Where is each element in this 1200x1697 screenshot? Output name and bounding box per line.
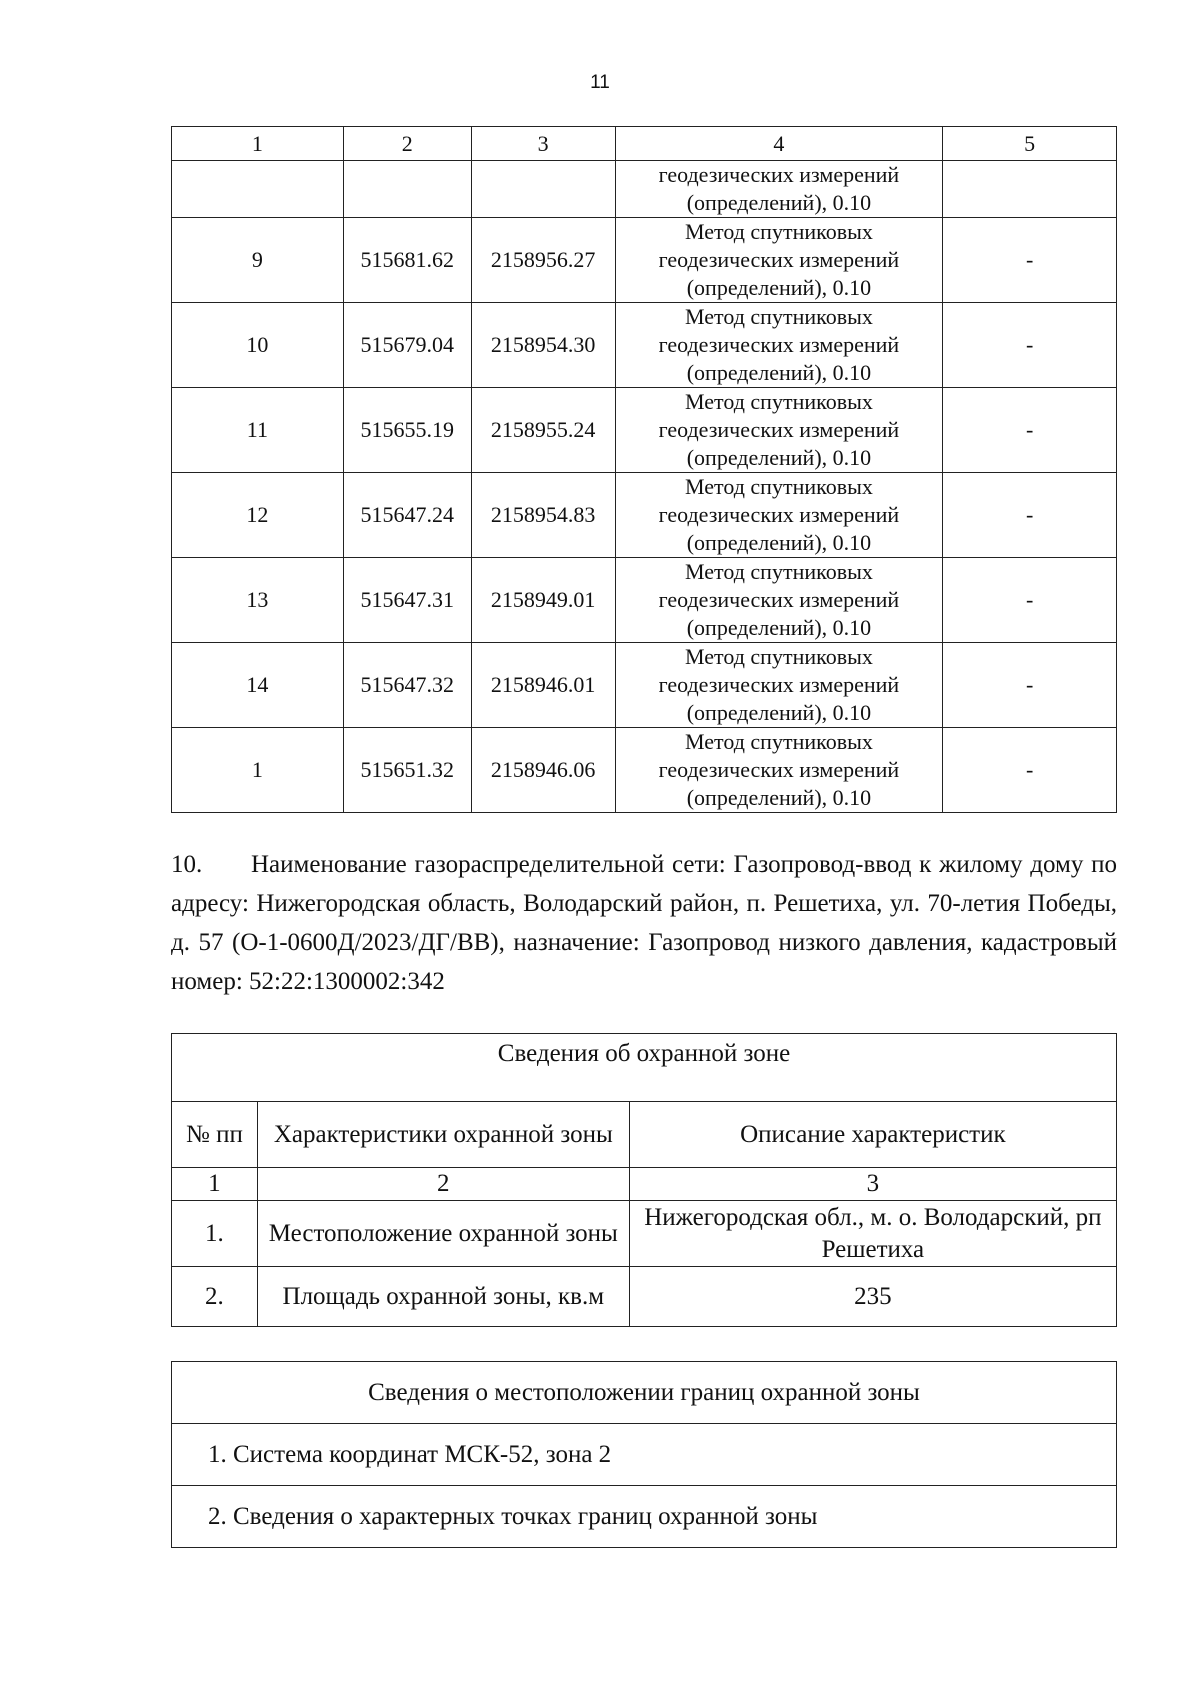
table-row	[172, 473, 1117, 558]
bounds-item: 2. Сведения о характерных точках границ охранной зоны	[172, 1486, 1117, 1548]
row-description: Нижегородская обл., м. о. Володарский, рп Решетиха	[629, 1201, 1116, 1267]
y-coordinate-cell: 2158954.83	[471, 473, 615, 558]
method-line: геодезических измерений	[658, 502, 900, 527]
row-number: 1.	[172, 1201, 258, 1267]
method-cell	[615, 303, 943, 388]
method-line: Метод спутниковых	[685, 474, 873, 499]
y-coordinate-cell: 2158956.27	[471, 218, 615, 303]
method-line: Метод спутниковых	[685, 729, 873, 754]
method-line: Метод спутниковых	[685, 644, 873, 669]
method-line: (определений), 0.10	[686, 785, 872, 810]
method-line: геодезических измерений	[658, 417, 900, 442]
method-line: геодезических измерений	[658, 587, 900, 612]
method-line: Метод спутниковых	[685, 219, 873, 244]
coordinates-table	[171, 126, 1117, 813]
bounds-item: 1. Система координат МСК-52, зона 2	[172, 1424, 1117, 1486]
empty-cell	[471, 161, 615, 218]
x-coordinate-cell: 515679.04	[343, 303, 471, 388]
table-row	[172, 728, 1117, 813]
method-cell	[615, 558, 943, 643]
empty-cell	[943, 161, 1117, 218]
x-coordinate-cell: 515647.32	[343, 643, 471, 728]
method-line: Метод спутниковых	[685, 304, 873, 329]
method-line: геодезических измерений	[658, 757, 900, 782]
method-line: геодезических измерений	[658, 332, 900, 357]
method-cell	[615, 161, 943, 218]
protection-zone-table	[171, 1033, 1117, 1327]
table-row	[172, 388, 1117, 473]
point-number-cell: 14	[172, 643, 344, 728]
method-line: (определений), 0.10	[686, 445, 872, 470]
point-number-cell: 13	[172, 558, 344, 643]
x-coordinate-cell: 515655.19	[343, 388, 471, 473]
x-coordinate-cell: 515647.31	[343, 558, 471, 643]
method-line: (определений), 0.10	[686, 190, 872, 215]
method-line: (определений), 0.10	[686, 275, 872, 300]
table-row	[172, 643, 1117, 728]
extra-cell: -	[943, 728, 1117, 813]
empty-cell	[343, 161, 471, 218]
method-line: (определений), 0.10	[686, 360, 872, 385]
point-number-cell: 10	[172, 303, 344, 388]
table-row	[172, 1267, 1117, 1327]
boundary-location-table	[171, 1361, 1117, 1548]
header-cell: 2	[343, 127, 471, 161]
method-line: Метод спутниковых	[685, 389, 873, 414]
col-number: 2	[257, 1168, 629, 1201]
header-cell: 4	[615, 127, 943, 161]
method-cell	[615, 388, 943, 473]
col-header-characteristics: Характеристики охранной зоны	[257, 1102, 629, 1168]
x-coordinate-cell: 515681.62	[343, 218, 471, 303]
header-cell: 3	[471, 127, 615, 161]
method-line: геодезических измерений	[658, 672, 900, 697]
col-header-num: № пп	[172, 1102, 258, 1168]
section-number: 10.	[171, 851, 203, 878]
table-row	[172, 218, 1117, 303]
y-coordinate-cell: 2158955.24	[471, 388, 615, 473]
method-line: Метод спутниковых	[685, 559, 873, 584]
method-cell	[615, 728, 943, 813]
row-number: 2.	[172, 1267, 258, 1327]
x-coordinate-cell: 515647.24	[343, 473, 471, 558]
extra-cell: -	[943, 303, 1117, 388]
point-number-cell: 11	[172, 388, 344, 473]
y-coordinate-cell: 2158949.01	[471, 558, 615, 643]
page-number: 11	[590, 72, 610, 93]
table-row	[172, 1201, 1117, 1267]
point-number-cell: 1	[172, 728, 344, 813]
section-text: Наименование газораспределительной сети: Газопровод-ввод к жилому дому по адресу: Нижегородская область, Володарский район, п. Решетиха, ул. 70-летия Победы, д. 57 (О-1-0600Д/2023/ДГ/ВВ), назначение: Газопровод низкого давления, кадастровый номер: 52:22:1300002:342	[171, 851, 1117, 995]
row-characteristic: Площадь охранной зоны, кв.м	[257, 1267, 629, 1327]
extra-cell: -	[943, 218, 1117, 303]
extra-cell: -	[943, 473, 1117, 558]
method-cell	[615, 218, 943, 303]
method-line: (определений), 0.10	[686, 615, 872, 640]
method-line: (определений), 0.10	[686, 530, 872, 555]
extra-cell: -	[943, 558, 1117, 643]
table-row	[172, 303, 1117, 388]
y-coordinate-cell: 2158946.06	[471, 728, 615, 813]
table-header-row	[172, 127, 1117, 161]
method-line: геодезических измерений	[658, 247, 900, 272]
col-number: 3	[629, 1168, 1116, 1201]
point-number-cell: 12	[172, 473, 344, 558]
method-line: геодезических измерений	[658, 162, 900, 187]
col-number: 1	[172, 1168, 258, 1201]
method-cell	[615, 473, 943, 558]
col-header-description: Описание характеристик	[629, 1102, 1116, 1168]
extra-cell: -	[943, 388, 1117, 473]
row-description: 235	[629, 1267, 1116, 1327]
x-coordinate-cell: 515651.32	[343, 728, 471, 813]
y-coordinate-cell: 2158946.01	[471, 643, 615, 728]
zone-table-title: Сведения об охранной зоне	[172, 1034, 1117, 1102]
bounds-table-title: Сведения о местоположении границ охранной зоны	[172, 1362, 1117, 1424]
point-number-cell: 9	[172, 218, 344, 303]
header-cell: 5	[943, 127, 1117, 161]
row-characteristic: Местоположение охранной зоны	[257, 1201, 629, 1267]
header-cell: 1	[172, 127, 344, 161]
method-line: (определений), 0.10	[686, 700, 872, 725]
table-row	[172, 558, 1117, 643]
continued-row	[172, 161, 1117, 218]
section-paragraph	[171, 845, 1117, 1001]
method-cell	[615, 643, 943, 728]
empty-cell	[172, 161, 344, 218]
extra-cell: -	[943, 643, 1117, 728]
y-coordinate-cell: 2158954.30	[471, 303, 615, 388]
